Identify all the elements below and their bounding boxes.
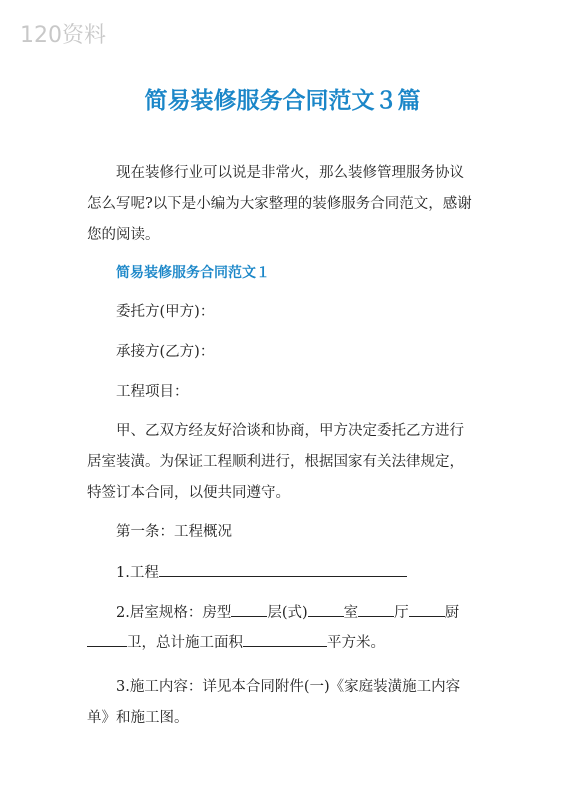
unit-ting: 厅 [394,605,409,621]
article-1-heading: 第一条：工程概况 [116,524,232,540]
unit-sqm: 平方米。 [327,635,385,651]
blank-ting [409,602,445,617]
unit-wei-area: 卫，总计施工面积 [127,635,243,651]
blank-fang [231,602,267,617]
item-2-label: 2.居室规格：房型 [116,605,232,621]
party-a-line: 委托方(甲方)： [116,304,215,320]
item-2-line [116,602,459,623]
unit-chu: 厨 [444,605,460,621]
item-2-line-continued [87,632,385,653]
watermark: 120资料 [20,23,106,48]
item-1-label: 1.工程 [116,565,159,581]
item-1-line [116,562,407,583]
item-3-paragraph: 3.施工内容：详见本合同附件(一)《家庭装潢施工内容单》和施工图。 [87,679,461,726]
blank-wei [87,632,127,647]
project-line: 工程项目： [116,384,189,400]
item-1-blank [159,562,407,577]
agreement-paragraph: 甲、乙双方经友好洽谈和协商，甲方决定委托乙方进行居室装潢。为保证工程顺利进行，根据国家有关法律规定，特签订本合同，以便共同遵守。 [87,423,464,501]
blank-ceng [308,602,344,617]
section-heading: 简易装修服务合同范文１ [116,265,270,281]
blank-area [243,632,327,647]
document-title: 简易装修服务合同范文３篇 [144,88,421,114]
intro-paragraph: 现在装修行业可以说是非常火，那么装修管理服务协议怎么写呢?以下是小编为大家整理的装修服务合同范文，感谢您的阅读。 [87,165,472,243]
unit-ceng: 层(式) [267,605,308,621]
blank-shi [358,602,394,617]
party-b-line: 承接方(乙方)： [116,344,215,360]
unit-shi: 室 [343,605,359,621]
